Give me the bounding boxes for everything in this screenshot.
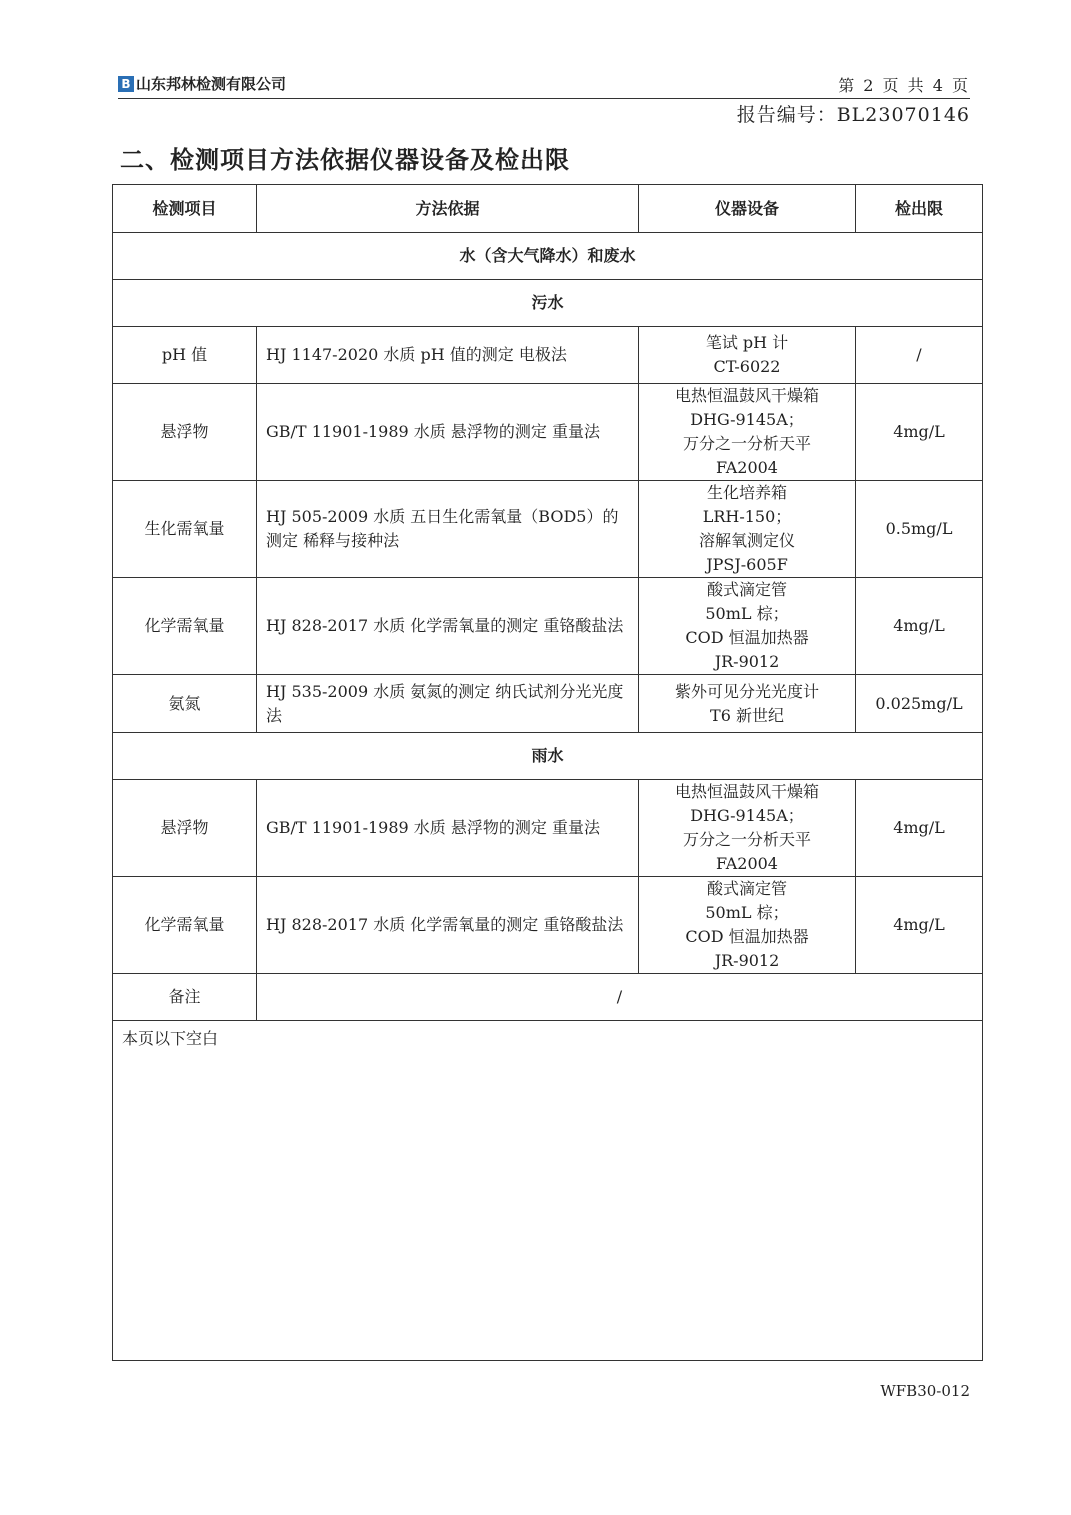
remarks-label: 备注: [113, 974, 257, 1021]
equipment-line: DHG-9145A；: [690, 410, 804, 429]
limit-cell: 0.5mg/L: [856, 481, 983, 578]
header-method: 方法依据: [257, 185, 639, 233]
page-number: 第 2 页 共 4 页: [838, 76, 970, 95]
limit-cell: 0.025mg/L: [856, 675, 983, 733]
equipment-line: JR-9012: [714, 951, 780, 970]
equipment-line: 酸式滴定管: [706, 879, 787, 898]
group-row: [113, 733, 983, 780]
equipment-cell: [639, 780, 856, 877]
logo-icon: B: [118, 76, 134, 92]
group-row: [113, 280, 983, 327]
method-cell: HJ 828-2017 水质 化学需氧量的测定 重铬酸盐法: [257, 578, 639, 675]
equipment-line: FA2004: [716, 854, 778, 873]
table-row: [113, 481, 983, 578]
equipment-cell: [639, 327, 856, 384]
equipment-line: DHG-9145A；: [690, 806, 804, 825]
company-logo: [118, 73, 286, 94]
equipment-line: JR-9012: [714, 652, 780, 671]
item-cell: 化学需氧量: [113, 578, 257, 675]
item-cell: pH 值: [113, 327, 257, 384]
equipment-line: 生化培养箱: [706, 483, 787, 502]
equipment-line: 万分之一分析天平: [682, 434, 811, 453]
company-name: 山东邦林检测有限公司: [136, 75, 287, 93]
page-header: [118, 70, 970, 99]
table-row: [113, 327, 983, 384]
item-cell: 氨氮: [113, 675, 257, 733]
equipment-line: 笔试 pH 计: [705, 333, 789, 352]
equipment-line: JPSJ-605F: [706, 555, 788, 574]
method-cell: GB/T 11901-1989 水质 悬浮物的测定 重量法: [257, 384, 639, 481]
category-row: [113, 233, 983, 280]
header-item: 检测项目: [113, 185, 257, 233]
limit-cell: 4mg/L: [856, 578, 983, 675]
equipment-line: 电热恒温鼓风干燥箱: [674, 386, 819, 405]
equipment-line: FA2004: [716, 458, 778, 477]
table-row: [113, 578, 983, 675]
method-cell: HJ 535-2009 水质 氨氮的测定 纳氏试剂分光光度法: [257, 675, 639, 733]
header-equipment: 仪器设备: [639, 185, 856, 233]
item-cell: 悬浮物: [113, 780, 257, 877]
method-cell: HJ 505-2009 水质 五日生化需氧量（BOD5）的测定 稀释与接种法: [257, 481, 639, 578]
table-row: [113, 675, 983, 733]
equipment-cell: [639, 877, 856, 974]
group-label: 雨水: [113, 733, 983, 780]
remarks-value: /: [257, 974, 983, 1021]
equipment-line: 溶解氧测定仪: [698, 531, 795, 550]
header-limit: 检出限: [856, 185, 983, 233]
remarks-row: [113, 974, 983, 1021]
equipment-line: LRH-150；: [702, 507, 792, 526]
equipment-line: 50mL 棕；: [705, 903, 789, 922]
blank-row: [113, 1021, 983, 1361]
equipment-line: 万分之一分析天平: [682, 830, 811, 849]
form-number: WFB30-012: [880, 1382, 970, 1400]
method-cell: HJ 828-2017 水质 化学需氧量的测定 重铬酸盐法: [257, 877, 639, 974]
equipment-line: CT-6022: [713, 357, 781, 376]
item-cell: 生化需氧量: [113, 481, 257, 578]
blank-note: 本页以下空白: [113, 1021, 983, 1361]
equipment-cell: [639, 481, 856, 578]
table-row: [113, 384, 983, 481]
equipment-line: T6 新世纪: [710, 705, 784, 725]
section-title: 二、检测项目方法依据仪器设备及检出限: [120, 146, 570, 174]
equipment-line: COD 恒温加热器: [685, 927, 809, 946]
table-row: [113, 877, 983, 974]
equipment-cell: [639, 578, 856, 675]
equipment-line: COD 恒温加热器: [685, 628, 809, 647]
category-label: 水（含大气降水）和废水: [113, 233, 983, 280]
method-cell: GB/T 11901-1989 水质 悬浮物的测定 重量法: [257, 780, 639, 877]
equipment-line: 紫外可见分光光度计: [674, 681, 819, 701]
detection-methods-table: [112, 184, 983, 1361]
equipment-line: 电热恒温鼓风干燥箱: [674, 782, 819, 801]
report-number: 报告编号：BL23070146: [736, 104, 970, 126]
item-cell: 悬浮物: [113, 384, 257, 481]
limit-cell: 4mg/L: [856, 384, 983, 481]
equipment-cell: [639, 675, 856, 733]
limit-cell: /: [856, 327, 983, 384]
equipment-line: 酸式滴定管: [706, 580, 787, 599]
equipment-line: 50mL 棕；: [705, 604, 789, 623]
table-header-row: [113, 185, 983, 233]
table-row: [113, 780, 983, 877]
equipment-cell: [639, 384, 856, 481]
limit-cell: 4mg/L: [856, 877, 983, 974]
group-label: 污水: [113, 280, 983, 327]
item-cell: 化学需氧量: [113, 877, 257, 974]
method-cell: HJ 1147-2020 水质 pH 值的测定 电极法: [257, 327, 639, 384]
limit-cell: 4mg/L: [856, 780, 983, 877]
